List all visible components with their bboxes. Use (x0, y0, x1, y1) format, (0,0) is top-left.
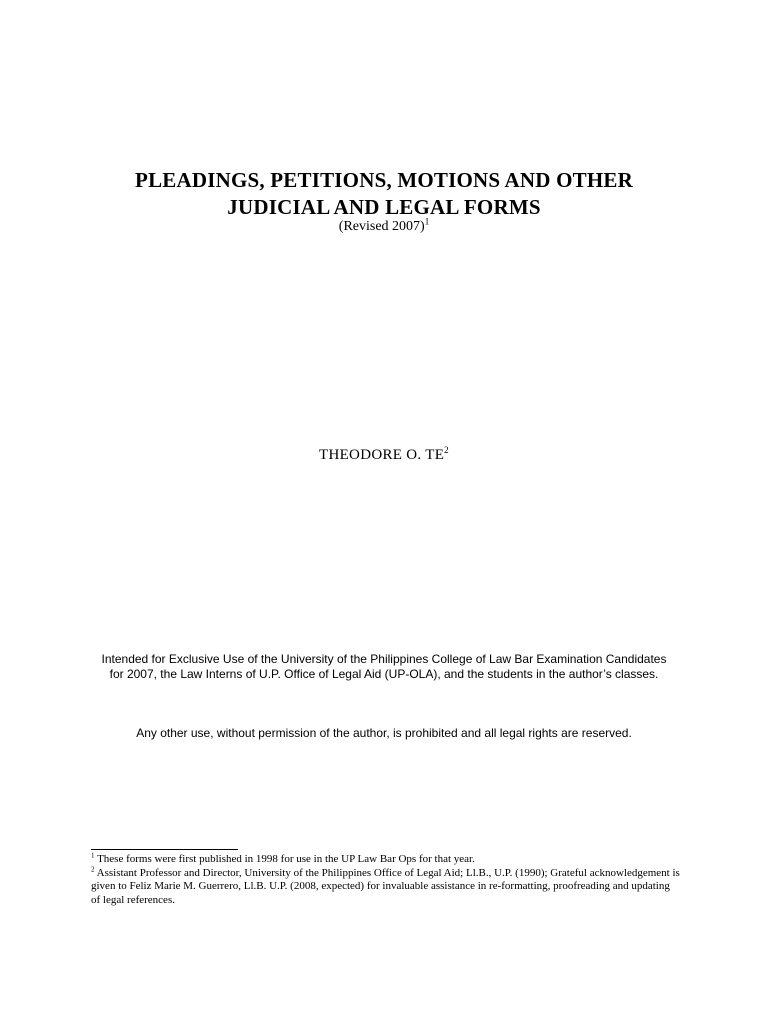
author-name (0, 445, 768, 465)
author-text: THEODORE O. TE (319, 447, 445, 463)
footnotes (91, 853, 681, 907)
footnote-ref-2: 2 (444, 445, 449, 455)
footnote-marker: 1 (91, 851, 95, 860)
prohibition-notice: Any other use, without permission of the author, is prohibited and all legal rights are reserved. (136, 726, 632, 740)
footnote-text: These forms were first published in 1998 for use in the UP Law Bar Ops for that year. (97, 853, 475, 865)
footnote-separator (91, 849, 238, 850)
footnote-2 (91, 864, 681, 908)
title-line-1: PLEADINGS, PETITIONS, MOTIONS AND OTHER (135, 168, 633, 192)
revision-text: (Revised 2007) (338, 219, 425, 234)
intended-use-notice: Intended for Exclusive Use of the University of the Philippines College of Law Bar Examination Candidates for 2007, the Law Interns of U.P. Office of Legal Aid (UP-OLA), and the students in the author’s classes. (101, 652, 667, 681)
revision-note (0, 218, 768, 236)
title-line-2: JUDICIAL AND LEGAL FORMS (227, 195, 541, 219)
footnote-marker: 2 (91, 864, 95, 873)
footnote-text: Assistant Professor and Director, University of the Philippines Office of Legal Aid; Ll.B., U.P. (1990); Grateful acknowledgement is given to Feliz Marie M. Guerrero, Ll.B. U.P. (2008, expected) for invaluable assistance in re-formatting, proofreading and updating of legal references. (91, 866, 680, 906)
footnote-1 (91, 853, 681, 867)
document-title (0, 167, 768, 221)
footnote-ref-1: 1 (424, 216, 430, 227)
